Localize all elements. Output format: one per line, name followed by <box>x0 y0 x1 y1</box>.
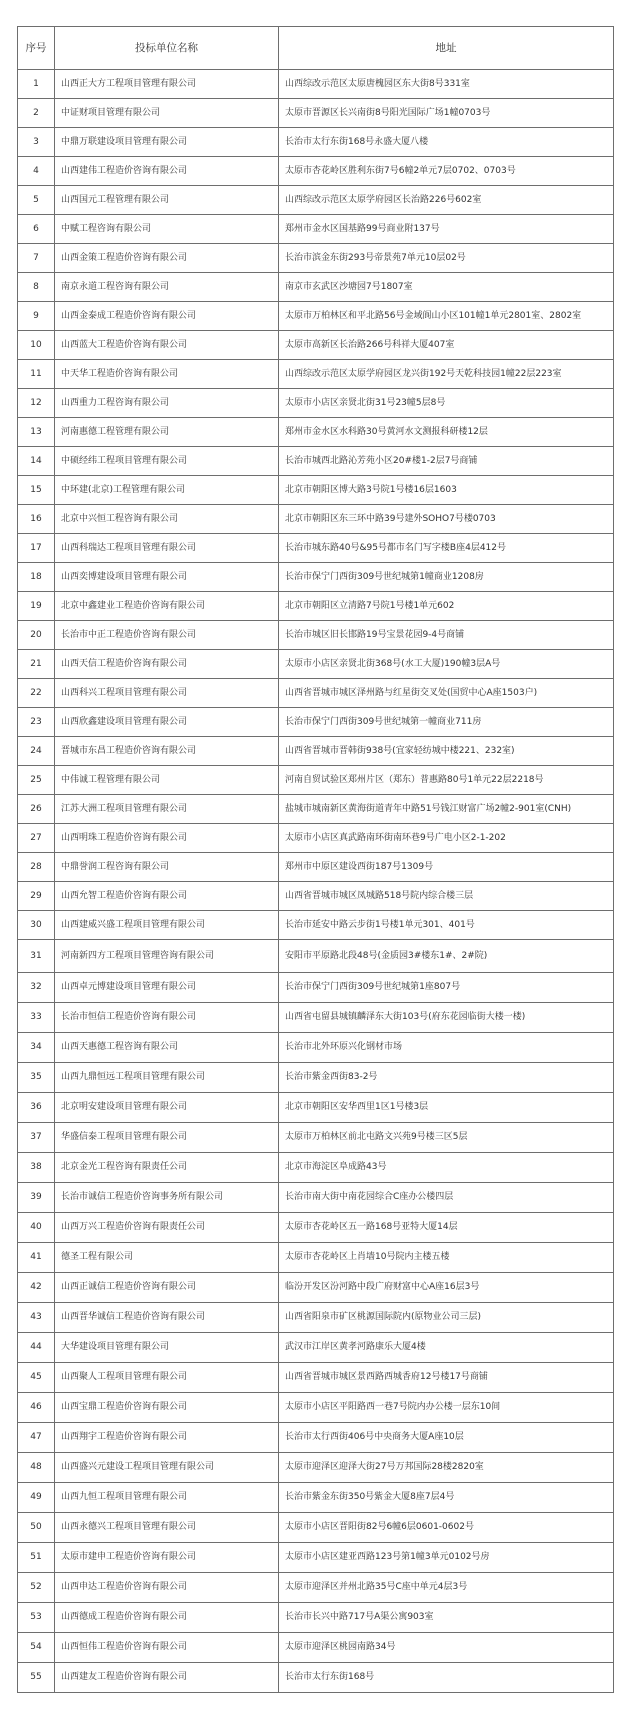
cell-seq: 23 <box>18 708 55 737</box>
cell-address: 郑州市金水区国基路99号商业附137号 <box>279 215 614 244</box>
cell-seq: 33 <box>18 1003 55 1033</box>
cell-address: 郑州市中原区建设西街187号1309号 <box>279 853 614 882</box>
bidder-table-container <box>17 26 613 1693</box>
cell-seq: 20 <box>18 621 55 650</box>
table-row <box>18 157 614 186</box>
cell-seq: 43 <box>18 1303 55 1333</box>
table-row <box>18 331 614 360</box>
cell-seq: 44 <box>18 1333 55 1363</box>
cell-company-name: 北京金光工程咨询有限责任公司 <box>55 1153 279 1183</box>
cell-seq: 32 <box>18 973 55 1003</box>
cell-company-name: 山西德成工程造价咨询有限公司 <box>55 1603 279 1633</box>
cell-address: 北京市朝阳区东三环中路39号建外SOHO7号楼0703 <box>279 505 614 534</box>
table-row <box>18 621 614 650</box>
cell-company-name: 南京永道工程咨询有限公司 <box>55 273 279 302</box>
cell-address: 长治市滨金东街293号帝景苑7单元10层02号 <box>279 244 614 273</box>
cell-company-name: 山西金泰成工程造价咨询有限公司 <box>55 302 279 331</box>
table-row <box>18 1063 614 1093</box>
table-row <box>18 795 614 824</box>
table-row <box>18 824 614 853</box>
cell-seq: 4 <box>18 157 55 186</box>
cell-seq: 14 <box>18 447 55 476</box>
cell-address: 长治市保宁门西街309号世纪城第1幢商业1208房 <box>279 563 614 592</box>
cell-company-name: 山西建友工程造价咨询有限公司 <box>55 1663 279 1693</box>
cell-address: 长治市保宁门西街309号世纪城第一幢商业711房 <box>279 708 614 737</box>
cell-seq: 37 <box>18 1123 55 1153</box>
cell-seq: 30 <box>18 911 55 940</box>
cell-address: 长治市城东路40号&95号都市名门写字楼B座4层412号 <box>279 534 614 563</box>
cell-company-name: 山西永德兴工程项目管理有限公司 <box>55 1513 279 1543</box>
table-row <box>18 1153 614 1183</box>
cell-address: 太原市杏花岭区胜利东街7号6幢2单元7层0702、0703号 <box>279 157 614 186</box>
cell-company-name: 山西正诚信工程造价咨询有限公司 <box>55 1273 279 1303</box>
cell-seq: 54 <box>18 1633 55 1663</box>
cell-address: 北京市朝阳区博大路3号院1号楼16层1603 <box>279 476 614 505</box>
table-row <box>18 1423 614 1453</box>
cell-company-name: 北京中鑫建业工程造价咨询有限公司 <box>55 592 279 621</box>
table-row <box>18 1453 614 1483</box>
cell-address: 北京市海淀区阜成路43号 <box>279 1153 614 1183</box>
cell-company-name: 山西九恒工程项目管理有限公司 <box>55 1483 279 1513</box>
table-row <box>18 911 614 940</box>
table-row <box>18 1003 614 1033</box>
cell-address: 太原市杏花岭区五一路168号亚特大厦14层 <box>279 1213 614 1243</box>
cell-address: 北京市朝阳区立清路7号院1号楼1单元602 <box>279 592 614 621</box>
cell-address: 长治市紫金东街350号紫金大厦8座7层4号 <box>279 1483 614 1513</box>
cell-seq: 26 <box>18 795 55 824</box>
table-row <box>18 973 614 1003</box>
cell-seq: 42 <box>18 1273 55 1303</box>
table-row <box>18 186 614 215</box>
cell-address: 山西省屯留县城镇麟泽东大街103号(府东花园临街大楼一楼) <box>279 1003 614 1033</box>
cell-seq: 31 <box>18 940 55 973</box>
table-row <box>18 1663 614 1693</box>
table-row <box>18 1243 614 1273</box>
cell-company-name: 山西万兴工程造价咨询有限责任公司 <box>55 1213 279 1243</box>
table-row <box>18 389 614 418</box>
table-row <box>18 1093 614 1123</box>
table-row <box>18 1273 614 1303</box>
cell-seq: 35 <box>18 1063 55 1093</box>
cell-address: 太原市小店区晋阳街82号6幢6层0601-0602号 <box>279 1513 614 1543</box>
cell-seq: 28 <box>18 853 55 882</box>
cell-address: 太原市晋源区长兴南街8号阳光国际广场1幢0703号 <box>279 99 614 128</box>
cell-seq: 51 <box>18 1543 55 1573</box>
cell-seq: 27 <box>18 824 55 853</box>
table-row <box>18 1603 614 1633</box>
table-row <box>18 244 614 273</box>
cell-address: 河南自贸试验区郑州片区（郑东）普惠路80号1单元22层2218号 <box>279 766 614 795</box>
table-row <box>18 215 614 244</box>
cell-address: 长治市北外环原兴化钢材市场 <box>279 1033 614 1063</box>
cell-company-name: 山西天信工程造价咨询有限公司 <box>55 650 279 679</box>
cell-address: 山西综改示范区太原学府园区长治路226号602室 <box>279 186 614 215</box>
cell-address: 长治市紫金西街83-2号 <box>279 1063 614 1093</box>
cell-company-name: 晋城市东昌工程造价咨询有限公司 <box>55 737 279 766</box>
table-row <box>18 534 614 563</box>
cell-address: 安阳市平原路北段48号(金质园3#楼东1#、2#院) <box>279 940 614 973</box>
cell-seq: 47 <box>18 1423 55 1453</box>
cell-seq: 55 <box>18 1663 55 1693</box>
cell-company-name: 北京中兴恒工程咨询有限公司 <box>55 505 279 534</box>
cell-address: 长治市太行东街168号 <box>279 1663 614 1693</box>
cell-address: 长治市长兴中路717号A渠公寓903室 <box>279 1603 614 1633</box>
cell-seq: 7 <box>18 244 55 273</box>
cell-seq: 36 <box>18 1093 55 1123</box>
cell-company-name: 山西建伟工程造价咨询有限公司 <box>55 157 279 186</box>
cell-company-name: 大华建设项目管理有限公司 <box>55 1333 279 1363</box>
cell-seq: 17 <box>18 534 55 563</box>
header-seq: 序号 <box>18 27 55 70</box>
cell-address: 山西省阳泉市矿区桃源国际院内(原物业公司三层) <box>279 1303 614 1333</box>
cell-address: 北京市朝阳区安华西里1区1号楼3层 <box>279 1093 614 1123</box>
table-row <box>18 1393 614 1423</box>
cell-company-name: 江苏大洲工程项目管理有限公司 <box>55 795 279 824</box>
cell-address: 太原市小店区亲贤北街368号(水工大厦)190幢3层A号 <box>279 650 614 679</box>
cell-address: 临汾开发区汾河路中段广府财富中心A座16层3号 <box>279 1273 614 1303</box>
table-row <box>18 1033 614 1063</box>
cell-seq: 16 <box>18 505 55 534</box>
table-row <box>18 563 614 592</box>
cell-seq: 18 <box>18 563 55 592</box>
table-row <box>18 766 614 795</box>
cell-address: 太原市小店区亲贤北街31号23幢5层8号 <box>279 389 614 418</box>
cell-address: 武汉市江岸区黄孝河路康乐大厦4楼 <box>279 1333 614 1363</box>
cell-company-name: 山西建威兴盛工程项目管理有限公司 <box>55 911 279 940</box>
cell-company-name: 中鼎誉润工程咨询有限公司 <box>55 853 279 882</box>
cell-seq: 1 <box>18 70 55 99</box>
cell-company-name: 山西金策工程造价咨询有限公司 <box>55 244 279 273</box>
cell-seq: 40 <box>18 1213 55 1243</box>
cell-company-name: 山西科兴工程项目管理有限公司 <box>55 679 279 708</box>
cell-address: 长治市保宁门西街309号世纪城第1座807号 <box>279 973 614 1003</box>
cell-address: 太原市迎泽区迎泽大街27号万邦国际28楼2820室 <box>279 1453 614 1483</box>
cell-company-name: 河南惠德工程管理有限公司 <box>55 418 279 447</box>
cell-seq: 19 <box>18 592 55 621</box>
cell-company-name: 中伟诚工程管理有限公司 <box>55 766 279 795</box>
cell-seq: 46 <box>18 1393 55 1423</box>
cell-company-name: 中证财项目管理有限公司 <box>55 99 279 128</box>
table-header-row <box>18 27 614 70</box>
cell-company-name: 山西科瑞达工程项目管理有限公司 <box>55 534 279 563</box>
cell-seq: 22 <box>18 679 55 708</box>
table-row <box>18 70 614 99</box>
cell-seq: 24 <box>18 737 55 766</box>
table-row <box>18 99 614 128</box>
cell-address: 山西省晋城市城区景西路西城香府12号楼17号商铺 <box>279 1363 614 1393</box>
bidder-table <box>17 26 614 1693</box>
cell-address: 太原市小店区平阳路西一巷7号院内办公楼一层东10间 <box>279 1393 614 1423</box>
table-row <box>18 1573 614 1603</box>
cell-company-name: 山西恒伟工程造价咨询有限公司 <box>55 1633 279 1663</box>
table-row <box>18 273 614 302</box>
cell-seq: 48 <box>18 1453 55 1483</box>
table-row <box>18 418 614 447</box>
cell-company-name: 山西天惠德工程咨询有限公司 <box>55 1033 279 1063</box>
table-row <box>18 1183 614 1213</box>
cell-seq: 8 <box>18 273 55 302</box>
table-row <box>18 1633 614 1663</box>
cell-seq: 29 <box>18 882 55 911</box>
cell-seq: 11 <box>18 360 55 389</box>
table-row <box>18 592 614 621</box>
table-row <box>18 650 614 679</box>
header-name: 投标单位名称 <box>55 27 279 70</box>
table-row <box>18 1213 614 1243</box>
cell-company-name: 中环建(北京)工程管理有限公司 <box>55 476 279 505</box>
cell-seq: 52 <box>18 1573 55 1603</box>
cell-seq: 38 <box>18 1153 55 1183</box>
cell-company-name: 中天华工程造价咨询有限公司 <box>55 360 279 389</box>
cell-address: 长治市太行东街168号永盛大厦八楼 <box>279 128 614 157</box>
cell-address: 太原市迎泽区并州北路35号C座中单元4层3号 <box>279 1573 614 1603</box>
cell-seq: 41 <box>18 1243 55 1273</box>
cell-address: 长治市南大街中南花园综合C座办公楼四层 <box>279 1183 614 1213</box>
cell-company-name: 中鼎万联建设项目管理有限公司 <box>55 128 279 157</box>
cell-seq: 5 <box>18 186 55 215</box>
cell-address: 南京市玄武区沙塘园7号1807室 <box>279 273 614 302</box>
cell-seq: 53 <box>18 1603 55 1633</box>
cell-company-name: 山西欣鑫建设项目管理有限公司 <box>55 708 279 737</box>
table-row <box>18 940 614 973</box>
table-row <box>18 1363 614 1393</box>
table-row <box>18 128 614 157</box>
cell-address: 长治市城西北路沁芳苑小区20#楼1-2层7号商铺 <box>279 447 614 476</box>
table-row <box>18 447 614 476</box>
cell-company-name: 山西九鼎恒远工程项目管理有限公司 <box>55 1063 279 1093</box>
cell-company-name: 山西国元工程管理有限公司 <box>55 186 279 215</box>
cell-company-name: 太原市建申工程造价咨询有限公司 <box>55 1543 279 1573</box>
cell-address: 山西省晋城市晋韩街938号(宜家轻纺城中楼221、232室) <box>279 737 614 766</box>
table-row <box>18 882 614 911</box>
cell-company-name: 河南新四方工程项目管理咨询有限公司 <box>55 940 279 973</box>
cell-address: 山西综改示范区太原学府园区龙兴街192号天乾科技园1幢22层223室 <box>279 360 614 389</box>
cell-address: 山西省晋城市城区凤城路518号院内综合楼三层 <box>279 882 614 911</box>
cell-seq: 9 <box>18 302 55 331</box>
cell-seq: 45 <box>18 1363 55 1393</box>
table-row <box>18 737 614 766</box>
cell-company-name: 山西翔宇工程造价咨询有限公司 <box>55 1423 279 1453</box>
cell-company-name: 中赋工程咨询有限公司 <box>55 215 279 244</box>
cell-address: 太原市万柏林区和平北路56号金域阆山小区101幢1单元2801室、2802室 <box>279 302 614 331</box>
table-row <box>18 302 614 331</box>
table-row <box>18 1483 614 1513</box>
cell-seq: 10 <box>18 331 55 360</box>
cell-company-name: 山西明珠工程造价咨询有限公司 <box>55 824 279 853</box>
cell-address: 太原市迎泽区桃园南路34号 <box>279 1633 614 1663</box>
cell-company-name: 山西盛兴元建设工程项目管理有限公司 <box>55 1453 279 1483</box>
table-body <box>18 70 614 1693</box>
cell-seq: 49 <box>18 1483 55 1513</box>
cell-seq: 50 <box>18 1513 55 1543</box>
cell-address: 山西省晋城市城区泽州路与红星街交叉处(国贸中心A座1503户) <box>279 679 614 708</box>
table-row <box>18 505 614 534</box>
cell-address: 山西综改示范区太原唐槐园区东大街8号331室 <box>279 70 614 99</box>
table-row <box>18 1333 614 1363</box>
table-row <box>18 708 614 737</box>
cell-company-name: 山西允智工程造价咨询有限公司 <box>55 882 279 911</box>
cell-address: 长治市城区旧长邯路19号宝景花园9-4号商铺 <box>279 621 614 650</box>
cell-address: 长治市太行西街406号中央商务大厦A座10层 <box>279 1423 614 1453</box>
cell-company-name: 长治市中正工程造价咨询有限公司 <box>55 621 279 650</box>
cell-company-name: 德圣工程有限公司 <box>55 1243 279 1273</box>
cell-address: 太原市小店区真武路南环街南环巷9号广电小区2-1-202 <box>279 824 614 853</box>
cell-company-name: 山西重力工程咨询有限公司 <box>55 389 279 418</box>
table-row <box>18 1303 614 1333</box>
cell-address: 郑州市金水区水科路30号黄河水文测报科研楼12层 <box>279 418 614 447</box>
cell-company-name: 山西宝鼎工程造价咨询有限公司 <box>55 1393 279 1423</box>
cell-company-name: 华盛信泰工程项目管理有限公司 <box>55 1123 279 1153</box>
cell-address: 太原市杏花岭区上肖墙10号院内主楼五楼 <box>279 1243 614 1273</box>
cell-company-name: 长治市诚信工程造价咨询事务所有限公司 <box>55 1183 279 1213</box>
cell-company-name: 山西正大方工程项目管理有限公司 <box>55 70 279 99</box>
table-row <box>18 360 614 389</box>
table-row <box>18 476 614 505</box>
cell-company-name: 中硕经纬工程项目管理有限公司 <box>55 447 279 476</box>
table-row <box>18 679 614 708</box>
cell-seq: 39 <box>18 1183 55 1213</box>
cell-company-name: 山西聚人工程项目管理有限公司 <box>55 1363 279 1393</box>
table-row <box>18 1543 614 1573</box>
cell-seq: 21 <box>18 650 55 679</box>
cell-address: 长治市延安中路云步街1号楼1单元301、401号 <box>279 911 614 940</box>
table-row <box>18 853 614 882</box>
cell-seq: 25 <box>18 766 55 795</box>
cell-seq: 2 <box>18 99 55 128</box>
cell-company-name: 山西蓝大工程造价咨询有限公司 <box>55 331 279 360</box>
cell-company-name: 山西晋华诚信工程造价咨询有限公司 <box>55 1303 279 1333</box>
cell-company-name: 长治市恒信工程造价咨询有限公司 <box>55 1003 279 1033</box>
cell-seq: 12 <box>18 389 55 418</box>
table-row <box>18 1123 614 1153</box>
header-address: 地址 <box>279 27 614 70</box>
cell-address: 盐城市城南新区黄海街道青年中路51号钱江财富广场2幢2-901室(CNH) <box>279 795 614 824</box>
cell-address: 太原市万柏林区前北屯路文兴苑9号楼三区5层 <box>279 1123 614 1153</box>
cell-seq: 34 <box>18 1033 55 1063</box>
cell-company-name: 山西卓元博建设项目管理有限公司 <box>55 973 279 1003</box>
cell-address: 太原市小店区建亚西路123号第1幢3单元0102号房 <box>279 1543 614 1573</box>
cell-company-name: 北京明安建设项目管理有限公司 <box>55 1093 279 1123</box>
cell-address: 太原市高新区长治路266号科祥大厦407室 <box>279 331 614 360</box>
cell-seq: 3 <box>18 128 55 157</box>
table-row <box>18 1513 614 1543</box>
cell-seq: 15 <box>18 476 55 505</box>
cell-seq: 13 <box>18 418 55 447</box>
cell-seq: 6 <box>18 215 55 244</box>
cell-company-name: 山西申达工程造价咨询有限公司 <box>55 1573 279 1603</box>
cell-company-name: 山西奕博建设项目管理有限公司 <box>55 563 279 592</box>
